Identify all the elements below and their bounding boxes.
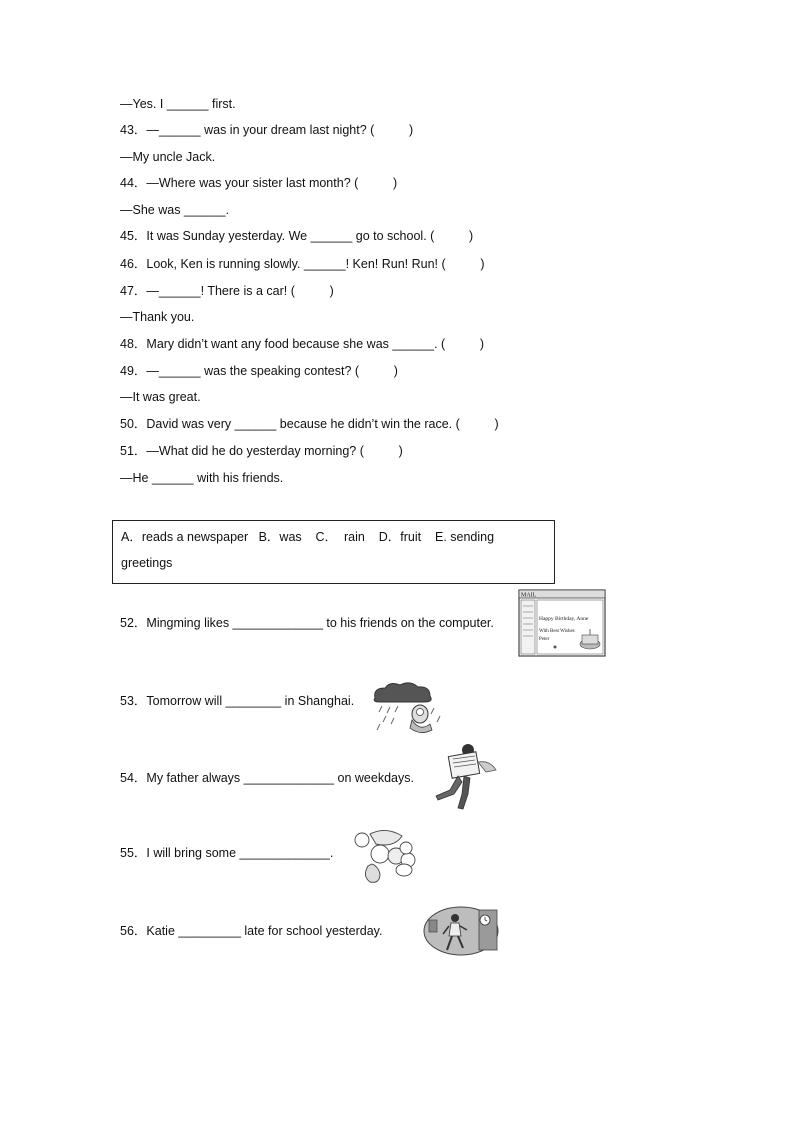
- q51-answer: —He ______ with his friends.: [120, 471, 284, 485]
- q45: 45．It was Sunday yesterday. We ______ go to school. ( ): [120, 229, 474, 243]
- word-bank-line-1: A．reads a newspaper B．was C． rain D．fruit E. sending: [121, 530, 495, 544]
- q47: 47．—______! There is a car! ( ): [120, 284, 334, 298]
- email-greeting-card-icon: [518, 589, 606, 657]
- q49-answer: —It was great.: [120, 390, 201, 404]
- late-for-school-icon: [423, 906, 499, 956]
- q56: 56．Katie _________ late for school yesterday.: [120, 924, 383, 938]
- card-line-2: With Best Wishes: [539, 629, 575, 634]
- q42-answer: —Yes. I ______ first.: [120, 97, 236, 111]
- q49: 49．—______ was the speaking contest? ( ): [120, 364, 398, 378]
- rain-cloud-icon: [370, 680, 450, 735]
- q51: 51．—What did he do yesterday morning? ( ): [120, 444, 403, 458]
- man-reading-newspaper-icon: [428, 742, 500, 812]
- q50: 50．David was very ______ because he didn’t win the race. ( ): [120, 417, 499, 431]
- card-header: MAIL: [521, 592, 537, 599]
- q43: 43．—______ was in your dream last night? ( ): [120, 123, 414, 137]
- q53: 53．Tomorrow will ________ in Shanghai.: [120, 694, 355, 708]
- fruit-pile-icon: [350, 826, 418, 884]
- q55: 55．I will bring some _____________.: [120, 846, 334, 860]
- q48: 48．Mary didn’t want any food because she was ______. ( ): [120, 337, 485, 351]
- q54: 54．My father always _____________ on weekdays.: [120, 771, 414, 785]
- q43-answer: —My uncle Jack.: [120, 150, 216, 164]
- q44: 44．—Where was your sister last month? ( ): [120, 176, 398, 190]
- q52: 52．Mingming likes _____________ to his friends on the computer.: [120, 616, 494, 630]
- q46: 46．Look, Ken is running slowly. ______! Ken! Run! Run! ( ): [120, 257, 485, 271]
- q47-answer: —Thank you.: [120, 310, 195, 324]
- q44-answer: —She was ______.: [120, 203, 230, 217]
- card-line-1: Happy Birthday, Anne: [539, 616, 589, 622]
- card-line-3: Peter: [539, 637, 550, 642]
- word-bank-box: [112, 520, 555, 584]
- word-bank-line-2: greetings: [121, 556, 173, 570]
